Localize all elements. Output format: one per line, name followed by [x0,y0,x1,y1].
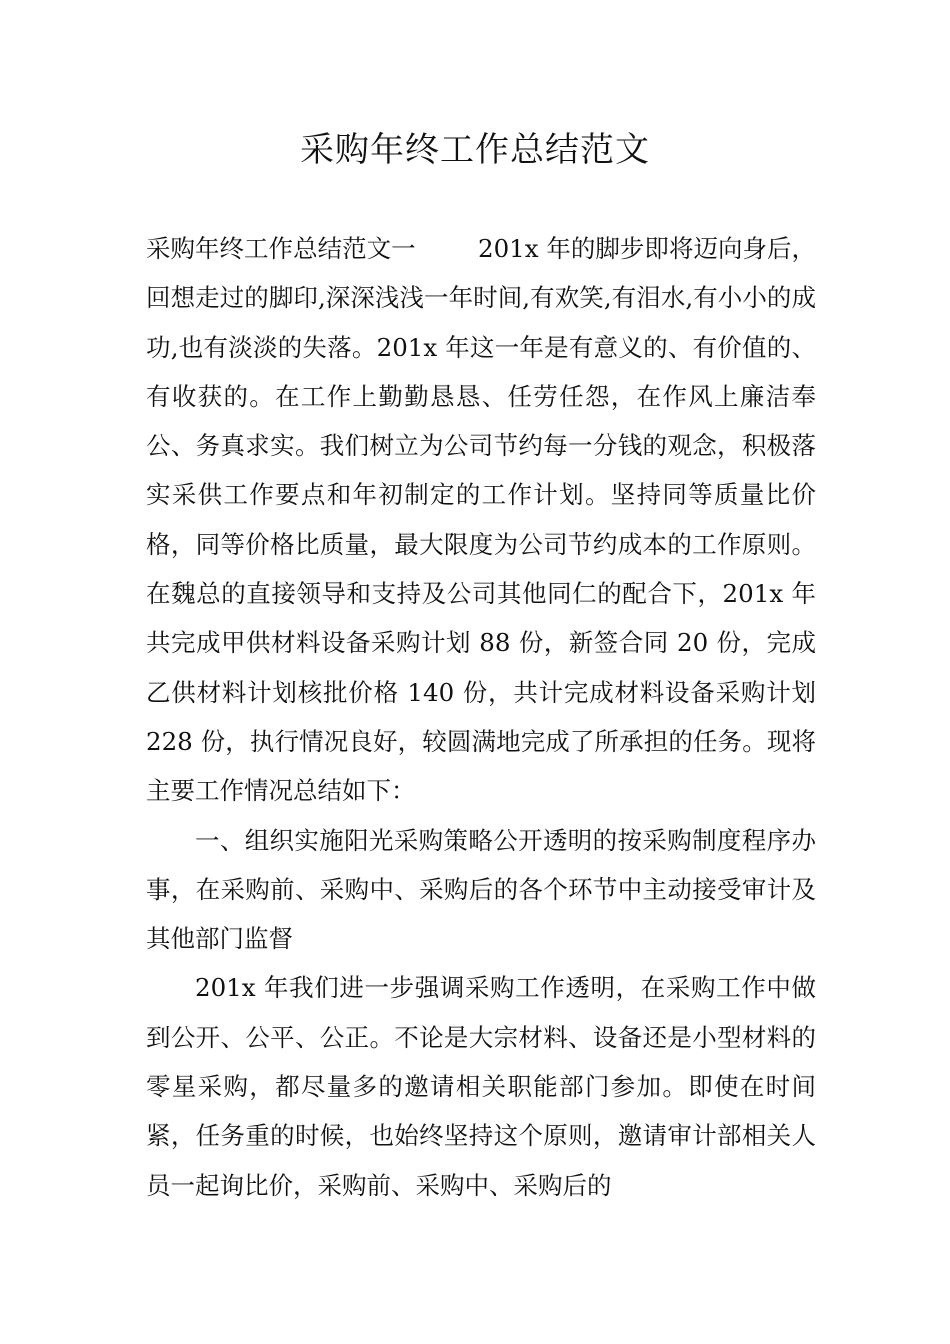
paragraph-section-one-body: 201x 年我们进一步强调采购工作透明，在采购工作中做到公开、公平、公正。不论是大宗材料、设备还是小型材料的零星采购，都尽量多的邀请相关职能部门参加。即使在时间紧，任务重的时候，也始终坚持这个原则，邀请审计部相关人员一起询比价，采购前、采购中、采购后的 [146,973,816,1200]
paragraph-intro: 采购年终工作总结范文一 201x 年的脚步即将迈向身后，回想走过的脚印,深深浅浅一年时间,有欢笑,有泪水,有小小的成功,也有淡淡的失落。201x 年这一年是有意义的、有价值的、有收获的。在工作上勤勤恳恳、任劳任怨，在作风上廉洁奉公、务真求实。我们树立为公司节约每一分钱的观念，积极落实采供工作要点和年初制定的工作计划。坚持同等质量比价格，同等价格比质量，最大限度为公司节约成本的工作原则。在魏总的直接领导和支持及公司其他同仁的配合下，201x 年共完成甲供材料设备采购计划 88 份，新签合同 20 份，完成乙供材料计划核批价格 140 份，共计完成材料设备采购计划 228 份，执行情况良好，较圆满地完成了所承担的任务。现将主要工作情况总结如下： [146,234,824,806]
document-body [146,224,824,1210]
paragraph-section-one-heading: 一、组织实施阳光采购策略公开透明的按采购制度程序办事，在采购前、采购中、采购后的各个环节中主动接受审计及其他部门监督 [146,825,816,954]
document-title: 采购年终工作总结范文 [300,130,650,170]
